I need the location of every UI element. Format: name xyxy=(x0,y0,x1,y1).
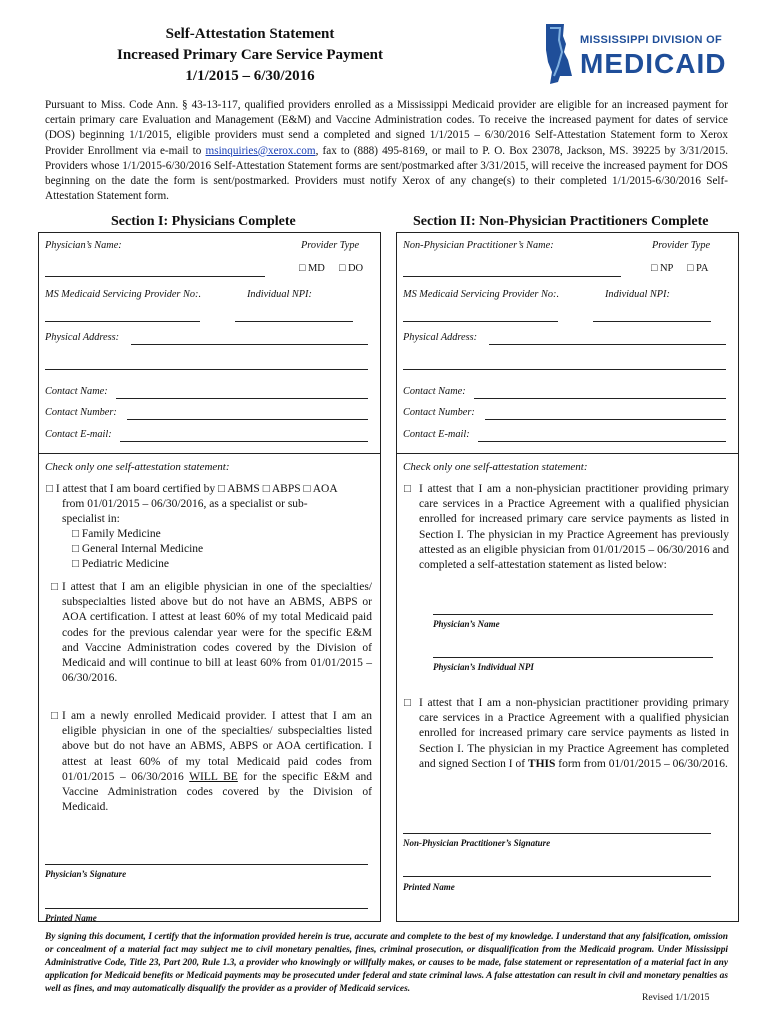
newly-enrolled-text-1: I am a newly enrolled Medicaid provider. I attest that I am an eligible physician in one of the specialties/ subspecialties listed above but do not have an ABMS, ABPS or AOA certification. I attest at least 60% of my total Medicaid paid codes from 01/01/2015 – 06/30/2016 xyxy=(62,710,372,783)
revised-date: Revised 1/1/2015 xyxy=(642,992,710,1003)
contact-email-label: Contact E-mail: xyxy=(45,429,112,440)
intro-paragraph xyxy=(45,98,728,204)
eligible-physician-checkbox[interactable]: □ xyxy=(51,581,58,593)
form-title-line3: 1/1/2015 – 6/30/2016 xyxy=(185,68,315,84)
npp-printed-name-label: Printed Name xyxy=(403,882,455,892)
npp-signed-section-checkbox[interactable]: □ xyxy=(404,697,411,709)
physician-name-label: Physician’s Name: xyxy=(45,240,122,251)
npp-ms-provider-no-field[interactable] xyxy=(403,321,558,322)
contact-name-field[interactable] xyxy=(116,398,368,399)
physician-signature-field[interactable] xyxy=(45,864,368,865)
npp-name-label: Non-Physician Practitioner’s Name: xyxy=(403,240,554,251)
npp-check-one-label: Check only one self-attestation statement: xyxy=(403,461,588,473)
physical-address-label: Physical Address: xyxy=(45,332,120,343)
attested-physician-npi-field[interactable] xyxy=(433,657,713,658)
board-certified-statement-3: specialist in: xyxy=(62,513,120,525)
npp-name-field[interactable] xyxy=(403,276,621,277)
contact-email-field[interactable] xyxy=(120,441,368,442)
npp-contact-email-label: Contact E-mail: xyxy=(403,429,470,440)
board-certified-statement-2: from 01/01/2015 – 06/30/2016, as a specialist or sub- xyxy=(62,498,308,510)
npp-npi-field[interactable] xyxy=(593,321,711,322)
medicaid-logo xyxy=(536,22,736,86)
npp-physical-address-field[interactable] xyxy=(489,344,726,345)
physician-printed-name-field[interactable] xyxy=(45,908,368,909)
section1-info-box xyxy=(38,232,381,454)
physical-address-field-2[interactable] xyxy=(45,369,368,370)
physician-signature-label: Physician’s Signature xyxy=(45,869,127,879)
npp-signed-text-2: form from 01/01/2015 – 06/30/2016. xyxy=(555,757,728,770)
npp-physical-address-field-2[interactable] xyxy=(403,369,726,370)
intro-text-1: Pursuant to Miss. Code Ann. § 43-13-117, qualified providers enrolled as a Mississippi Medicaid provider are eligible for an increased payment for certain primary care Evaluation and Management (E&M) and Vaccine Administration codes. To receive the increased payment for dates of service (DOS) beginning 1/1/2015, eligible providers must send a completed and signed 1/1/2015 – 6/30/2016 Self-Attestation Statement form to Xerox Provider Enrollment via e-mail to xyxy=(45,99,728,157)
npp-contact-number-label: Contact Number: xyxy=(403,407,475,418)
ms-provider-no-label: MS Medicaid Servicing Provider No:. xyxy=(45,289,202,300)
npp-printed-name-field[interactable] xyxy=(403,876,711,877)
newly-enrolled-statement xyxy=(62,709,372,815)
do-checkbox[interactable]: □ DO xyxy=(339,263,364,274)
newly-enrolled-checkbox[interactable]: □ xyxy=(51,710,58,722)
attested-physician-name-field[interactable] xyxy=(433,614,713,615)
npp-previous-attest-checkbox[interactable]: □ xyxy=(404,483,411,495)
npi-label: Individual NPI: xyxy=(247,289,312,300)
attested-physician-npi-label: Physician’s Individual NPI xyxy=(433,662,534,672)
md-checkbox[interactable]: □ MD xyxy=(299,263,325,274)
email-link[interactable]: msinquiries@xerox.com xyxy=(205,144,316,157)
npp-contact-email-field[interactable] xyxy=(478,441,726,442)
np-checkbox[interactable]: □ NP xyxy=(651,263,674,274)
npp-signed-text-1: I attest that I am a non-physician practitioner providing primary care services in a Practice Agreement with a qualified physician enrolled for increased primary care service payments as listed in Section I. The physician in my Practice Agreement has completed and signed Section I of xyxy=(419,697,729,770)
npp-signature-label: Non-Physician Practitioner’s Signature xyxy=(403,838,551,848)
pediatric-medicine-checkbox[interactable]: □ Pediatric Medicine xyxy=(72,558,169,570)
attested-physician-name-label: Physician’s Name xyxy=(433,619,500,629)
certification-statement: By signing this document, I certify that the information provided herein is true, accurate and complete to the best of my knowledge. I understand that any falsification, omission or concealment of a material fact may subject me to civil monetary penalties, fines, criminal prosecution, or disqualification from the Medicaid program. Under Mississippi Administrative Code, Title 23, Part 200, Rule 1.3, a provider who knowingly or willfully makes, or causes to be made, false statement or representation of a material fact in any application for Medicaid benefits or Medicaid payments may be prosecuted under federal and state criminal laws. A false attestation can result in civil and monetary penalties as well as fines, and may automatically disqualify the provider as a provider of Medicaid services. xyxy=(45,932,728,994)
mississippi-state-icon xyxy=(536,22,576,86)
ms-provider-no-field[interactable] xyxy=(45,321,200,322)
npp-physical-address-label: Physical Address: xyxy=(403,332,478,343)
contact-number-field[interactable] xyxy=(127,419,368,420)
section1-heading: Section I: Physicians Complete xyxy=(111,214,296,229)
check-one-label: Check only one self-attestation statement: xyxy=(45,461,230,473)
npp-contact-name-field[interactable] xyxy=(474,398,726,399)
section2-heading: Section II: Non-Physician Practitioners Complete xyxy=(413,214,709,229)
npp-signed-section-statement xyxy=(419,696,729,772)
logo-line2: MEDICAID xyxy=(580,48,727,79)
npp-ms-provider-no-label: MS Medicaid Servicing Provider No:. xyxy=(403,289,560,300)
npp-signature-field[interactable] xyxy=(403,833,711,834)
physician-printed-name-label: Printed Name xyxy=(45,913,97,923)
logo-line1: MISSISSIPPI DIVISION OF xyxy=(580,34,722,46)
physical-address-field[interactable] xyxy=(131,344,368,345)
npi-field[interactable] xyxy=(235,321,353,322)
family-medicine-checkbox[interactable]: □ Family Medicine xyxy=(72,528,161,540)
board-certified-statement[interactable]: □ I attest that I am board certified by □ ABMS □ ABPS □ AOA xyxy=(46,483,338,495)
internal-medicine-checkbox[interactable]: □ General Internal Medicine xyxy=(72,543,204,555)
npp-provider-type-label: Provider Type xyxy=(652,240,711,251)
npp-contact-number-field[interactable] xyxy=(485,419,726,420)
physician-name-field[interactable] xyxy=(45,276,265,277)
npp-previous-attest-statement: I attest that I am a non-physician practitioner providing primary care services in a Practice Agreement with a qualified physician enrolled for increased primary care service payments as listed in Section I. The physician in my Practice Agreement has previously attested as an eligible physician from 01/01/2015 – 06/30/2016 and completed a self-attestation statement as listed below: xyxy=(419,483,729,572)
form-title-line2: Increased Primary Care Service Payment xyxy=(116,47,384,63)
newly-enrolled-text-2: for the specific E&M and Vaccine Administration codes covered by the Division of Medicaid. xyxy=(62,770,372,814)
npp-npi-label: Individual NPI: xyxy=(605,289,670,300)
intro-text-2: , fax to (888) 495-8169, or mail to P. O. Box 23078, Jackson, MS. 39225 by 3/31/2015. Providers whose 1/1/2015-6/30/2016 Self-Attestation Statement forms are sent/postmarked after 3/31/2015, will receive the increased payment for DOS beginning on the date the form is sent/postmarked. Providers must notify Xerox of any change(s) to their completed 1/1/2015-6/30/2016 Self-Attestation Statement form. xyxy=(45,144,728,203)
contact-number-label: Contact Number: xyxy=(45,407,117,418)
will-be-emphasis: WILL BE xyxy=(189,770,238,783)
form-title-line1: Self-Attestation Statement xyxy=(165,26,335,42)
npp-contact-name-label: Contact Name: xyxy=(403,386,466,397)
this-emphasis: THIS xyxy=(527,757,556,770)
eligible-physician-statement: I attest that I am an eligible physician in one of the specialties/ subspecialties listed above but do not have an ABMS, ABPS or AOA certification. I attest at least 60% of my total Medicaid paid codes for the previous calendar year were for the specific E&M and Vaccine Administration codes covered by the Division of Medicaid and will continue to bill at least 60% from 01/01/2015 – 06/30/2016. xyxy=(62,581,372,685)
pa-checkbox[interactable]: □ PA xyxy=(687,263,709,274)
contact-name-label: Contact Name: xyxy=(45,386,108,397)
provider-type-label: Provider Type xyxy=(301,240,360,251)
